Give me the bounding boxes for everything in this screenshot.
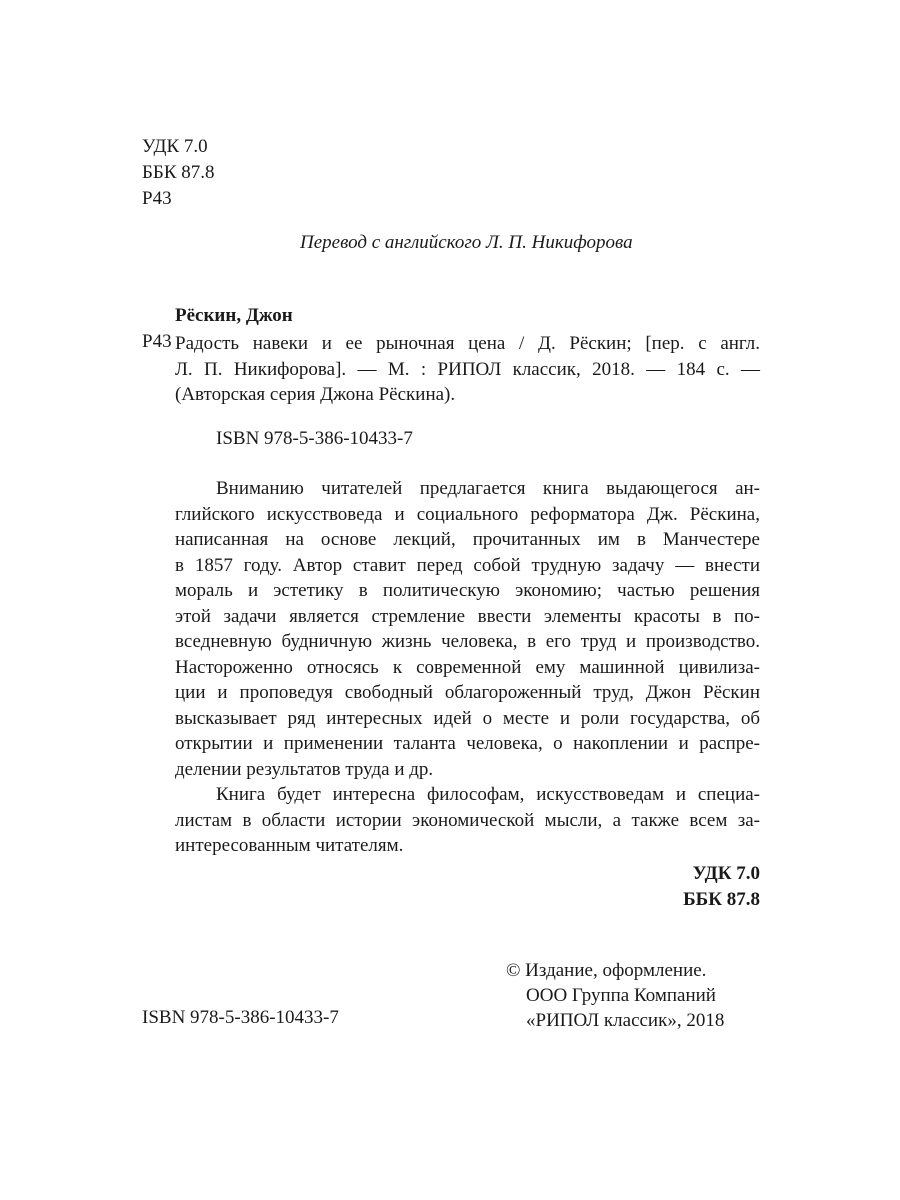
udk-code-bottom: УДК 7.0 <box>692 863 760 884</box>
abstract-line: высказывает ряд интересных идей о месте и роли государства, об <box>175 707 760 729</box>
abstract-line: листам в области истории экономической мысли, а также всем за- <box>175 809 760 831</box>
abstract-line: в 1857 году. Автор ставит перед собой трудную задачу — внести <box>175 554 760 576</box>
author-code: Р43 <box>142 188 172 209</box>
abstract-line: этой задачи является стремление ввести элементы красоты в по- <box>175 605 760 627</box>
abstract-line: Настороженно относясь к современной ему машинной цивилиза- <box>175 656 760 678</box>
biblio-line: Радость навеки и ее рыночная цена / Д. Рёскин; [пер. с англ. <box>175 333 760 354</box>
abstract-line: Книга будет интересна философам, искусствоведам и специа- <box>216 784 760 805</box>
abstract-line: интересованным читателям. <box>175 835 404 856</box>
udk-code: УДК 7.0 <box>142 136 208 157</box>
biblio-line: Л. П. Никифорова]. — М. : РИПОЛ классик, 2018. — 184 с. — <box>175 358 760 380</box>
copyright-line: © Издание, оформление. <box>506 960 707 981</box>
isbn-bottom: ISBN 978-5-386-10433-7 <box>142 1007 339 1028</box>
classification-codes-bottom <box>683 861 760 913</box>
biblio-line: (Авторская серия Джона Рёскина). <box>175 384 456 405</box>
bibliographic-description <box>175 331 760 408</box>
abstract-line: написанная на основе лекций, прочитанных им в Манчестере <box>175 529 760 550</box>
catalog-author-code: Р43 <box>142 331 172 352</box>
copyright-line: «РИПОЛ классик», 2018 <box>526 1010 725 1031</box>
abstract-line: глийского искусствоведа и социального реформатора Дж. Рёскина, <box>175 503 760 525</box>
translator-note: Перевод с английского Л. П. Никифорова <box>300 232 633 253</box>
copyright-block <box>506 958 724 1033</box>
abstract-line: делении результатов труда и др. <box>175 758 434 780</box>
abstract-line: Вниманию читателей предлагается книга выдающегося ан- <box>216 478 760 499</box>
classification-codes-top <box>142 134 215 212</box>
abstract-line: вседневную будничную жизнь человека, в его труд и производство. <box>175 631 760 652</box>
bbk-code: ББК 87.8 <box>142 162 215 183</box>
abstract-line: ции и проповедуя свободный облагороженный труд, Джон Рёскин <box>175 682 760 703</box>
bbk-code-bottom: ББК 87.8 <box>683 889 760 910</box>
abstract <box>175 476 760 859</box>
abstract-line: мораль и эстетику в политическую экономию; частью решения <box>175 580 760 601</box>
abstract-line: открытии и применении таланта человека, о накоплении и распре- <box>175 733 760 754</box>
copyright-line: ООО Группа Компаний <box>526 985 716 1006</box>
author-heading: Рёскин, Джон <box>175 305 293 326</box>
isbn: ISBN 978-5-386-10433-7 <box>216 428 413 449</box>
